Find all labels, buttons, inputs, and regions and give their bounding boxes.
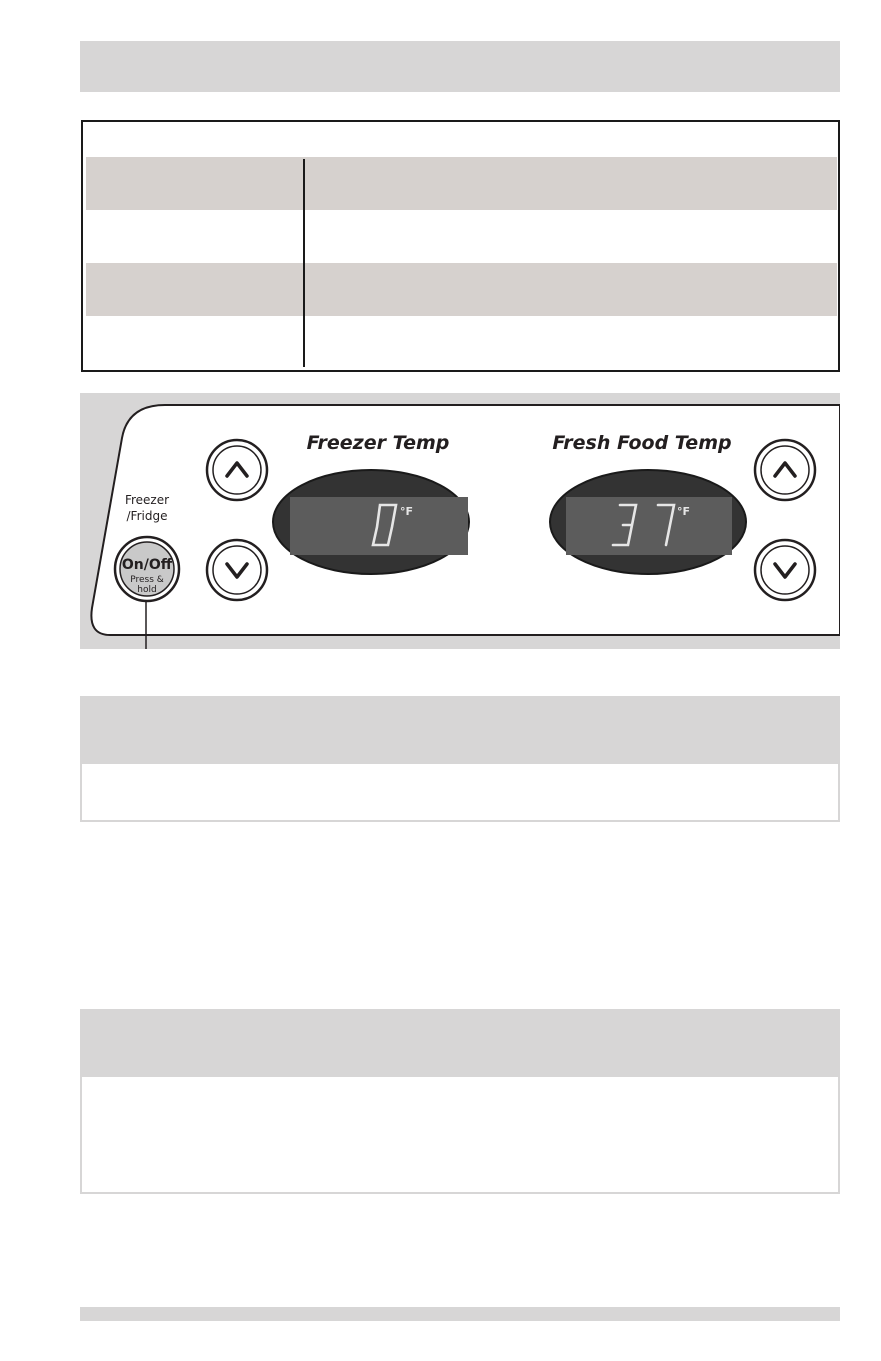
table-row	[86, 157, 837, 210]
fresh-food-temp-unit: °F	[677, 505, 691, 518]
table-row	[86, 316, 837, 368]
freezer-temp-unit: °F	[400, 505, 414, 518]
power-label-line2: /Fridge	[126, 509, 168, 523]
fresh-food-up-button[interactable]	[755, 440, 815, 500]
freezer-temp-display	[273, 470, 469, 574]
power-button-sublabel-1: Press &	[130, 575, 164, 585]
settings-table	[81, 120, 840, 372]
control-panel	[80, 393, 840, 649]
freezer-up-button[interactable]	[207, 440, 267, 500]
footer-band	[80, 1307, 840, 1321]
power-button[interactable]	[115, 537, 179, 601]
fresh-food-temp-heading: Fresh Food Temp	[552, 432, 732, 454]
note-box-header	[82, 1011, 838, 1077]
fresh-food-down-button[interactable]	[755, 540, 815, 600]
note-box	[80, 696, 840, 822]
note-box	[80, 1009, 840, 1194]
table-row	[86, 263, 837, 316]
power-button-label: On/Off	[121, 557, 173, 573]
power-button-sublabel-2: hold	[137, 585, 157, 595]
freezer-down-button[interactable]	[207, 540, 267, 600]
control-panel-illustration	[80, 393, 840, 649]
table-row	[86, 210, 837, 263]
table-column-divider	[303, 159, 305, 367]
note-box-header	[82, 698, 838, 764]
header-band	[80, 41, 840, 92]
freezer-temp-heading: Freezer Temp	[306, 432, 450, 454]
power-label-line1: Freezer	[124, 493, 170, 507]
fresh-food-temp-display	[550, 470, 746, 574]
